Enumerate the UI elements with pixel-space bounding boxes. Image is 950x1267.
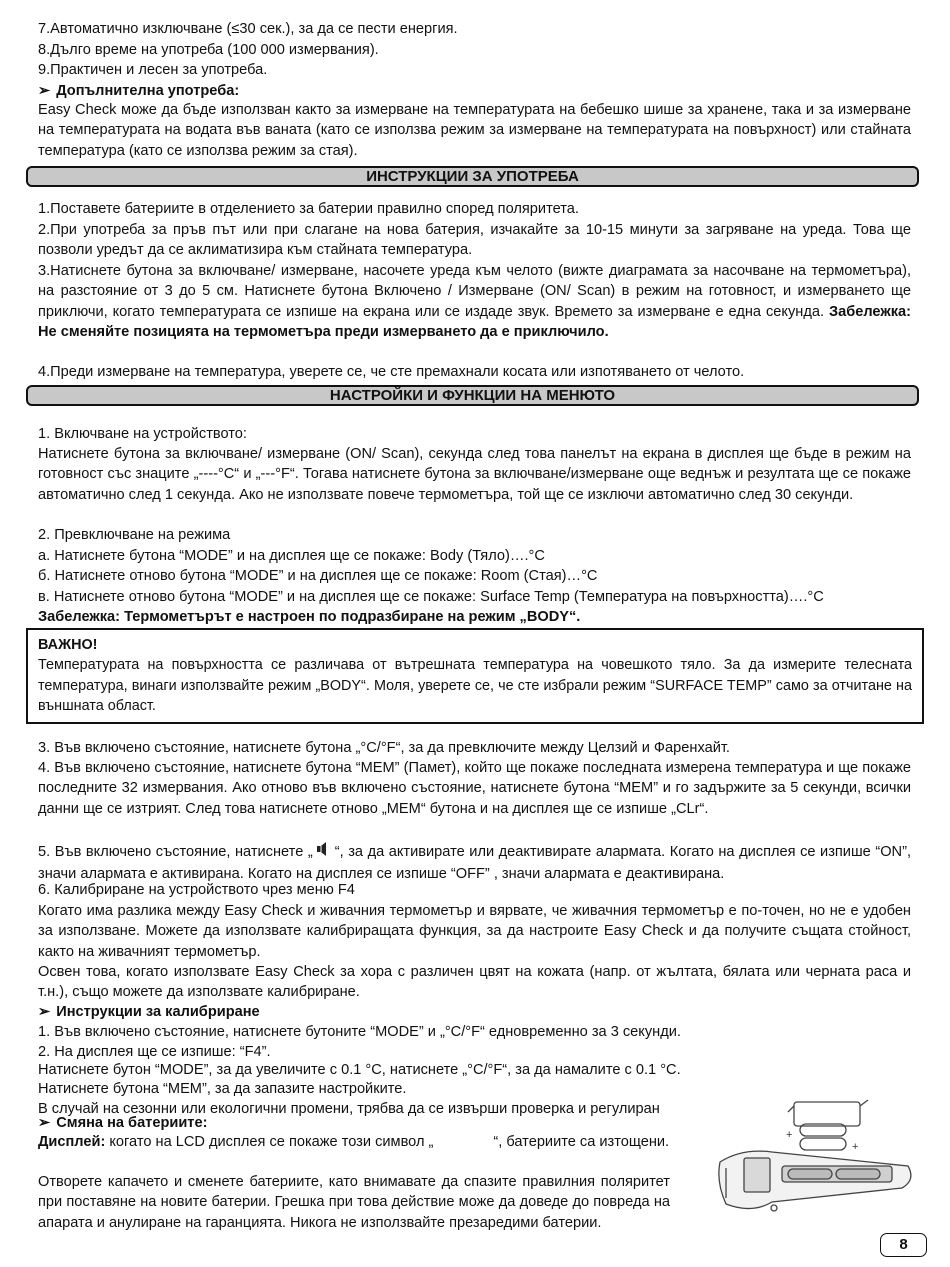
feature-line-7: 7.Автоматично изключване (≤30 сек.), за да се пести енергия. bbox=[38, 21, 458, 37]
instruction-4: 4.Преди измерване на температура, уверете се, че сте премахнали косата или изпотяването от челото. bbox=[38, 364, 745, 380]
settings-line-2: Натиснете бутона за включване/ измерване (ON/ Scan), секунда след това панелът на екрана в дисплея ще бъде в режим на готовност със знаците „----°C“ и „---°F“. Тогава натиснете бутона за включване/измерване още веднъж и резултата ще се покаже автоматично след 1 секунда. Ако не използвате повече термометъра, той ще се изключи автоматично след 30 секунди. bbox=[38, 446, 911, 503]
alarm-speaker-icon bbox=[313, 840, 335, 864]
battery-heading: ➢ Смяна на батериите: bbox=[38, 1115, 208, 1131]
instruction-3-note: Забележка: Не сменяйте позицията на термометъра преди измерването да е приключило. bbox=[38, 303, 911, 341]
instruction-2: 2.При употреба за пръв път или при слагане на нова батерия, изчакайте за 10-15 минути за загряване на уреда. Това ще позволи уредът да се аклиматизира към стайната температура. bbox=[38, 222, 911, 259]
extra-use-text: Easy Check може да бъде използван както за измерване на температурата на бебешко шише за хранене, така и за измерване на температурата на водата във ваната (като се използва режим за измерване на температурата на повърхност) или стайната температура (като се използва режим за стая). bbox=[38, 102, 911, 159]
bullet-arrow-icon: ➢ bbox=[38, 1004, 51, 1020]
calibration-step-1: 1. Във включено състояние, натиснете бутоните “MODE” и „°C/°F“ едновременно за 3 секунди. bbox=[38, 1024, 681, 1040]
important-text: Температурата на повърхността се различава от вътрешната температура на човешкото тяло. За да измерите телесната температура, винаги използвайте режим „BODY“. Моля, уверете се, че сте избрали режим “SURFACE TEMP” само за отчитане на външната област. bbox=[38, 657, 912, 715]
bullet-arrow-icon: ➢ bbox=[38, 1115, 51, 1131]
calibration-step-2: 2. На дисплея ще се изпише: “F4”. bbox=[38, 1044, 271, 1060]
section-bar-instructions: ИНСТРУКЦИИ ЗА УПОТРЕБА bbox=[26, 166, 919, 187]
function-line-7: Когато има разлика между Easy Check и живачния термометър и вярвате, че живачния термометър е по-точен, но не е удобен за използване. Можете да използвате калибриращата функция, за да настроите Easy Check и да получите същата стойност, както на живачният термометър. bbox=[38, 903, 911, 960]
important-box bbox=[26, 628, 924, 724]
calibration-step-5: В случай на сезонни или екологични промени, трябва да се извърши проверка и регулиран bbox=[38, 1101, 660, 1117]
default-mode-note: Забележка: Термометърът е настроен по подразбиране на режим „BODY“. bbox=[38, 609, 581, 625]
page-number: 8 bbox=[880, 1233, 927, 1257]
instruction-1: 1.Поставете батериите в отделението за батерии правилно според поляритета. bbox=[38, 201, 579, 217]
svg-text:+: + bbox=[786, 1129, 793, 1141]
mode-surface-line: в. Натиснете отново бутона “MODE” и на дисплея ще се покаже: Surface Temp (Температура на повърхността)….°C bbox=[38, 589, 824, 605]
thermometer-battery-illustration bbox=[712, 1092, 922, 1222]
calibration-step-3: Натиснете бутон “MODE”, за да увеличите с 0.1 °C, натиснете „°C/°F“, за да намалите с 0.1 °C. bbox=[38, 1062, 681, 1078]
function-line-6: 6. Калибриране на устройството чрез меню F4 bbox=[38, 882, 355, 898]
settings-line-1: 1. Включване на устройството: bbox=[38, 426, 247, 442]
instruction-3: 3.Натиснете бутона за включване/ измерване, насочете уреда към челото (вижте диаграмата за насочване на термометъра), на разстояние от 3 до 5 см. Натиснете бутона Включено / Измерване (ON/ Scan) в режим на готовност, и измерването ще приключи, когато температурата се изпише на екрана или се издаде звук. Времето за измерване е една секунда. Забележка: Не сменяйте позицията на термометъра преди измерването да е приключило. bbox=[38, 263, 911, 341]
section-bar-settings: НАСТРОЙКИ И ФУНКЦИИ НА МЕНЮТО bbox=[26, 385, 919, 406]
mode-body-line: a. Натиснете бутона “MODE” и на дисплея ще се покаже: Body (Тяло)….°C bbox=[38, 548, 545, 564]
mode-room-line: б. Натиснете отново бутона “MODE” и на дисплея ще се покаже: Room (Стая)…°C bbox=[38, 568, 598, 584]
feature-line-8: 8.Дълго време на употреба (100 000 измервания). bbox=[38, 42, 379, 58]
settings-line-3: 2. Превключване на режима bbox=[38, 527, 231, 543]
function-line-5: 5. Във включено състояние, натиснете „ “, за да активирате или деактивирате алармата. Когато на дисплея се изпише “ON”, значи алармата е активирана. Когато на дисплея се изпише “OFF” , значи алармата е деактивирана. bbox=[38, 840, 911, 885]
extra-use-heading: ➢ Допълнителна употреба: bbox=[38, 83, 240, 99]
battery-display-line: Дисплей: когато на LCD дисплея се покаже този символ „ “, батериите са изтощени. bbox=[38, 1134, 670, 1150]
important-title: ВАЖНО! bbox=[38, 637, 98, 653]
function-line-4: 4. Във включено състояние, натиснете бутона “MEM” (Памет), който ще покаже последната измерена температура и ще покаже последните 32 измервания. Ако отново във включено състояние, натиснете бутона “MEM” и го задържите за 5 секунди, всички данни ще се изтрият. След това натиснете отново „MEM“ бутона и на дисплея ще се изпише „CLr“. bbox=[38, 760, 911, 817]
calibration-step-4: Натиснете бутона “MEM”, за да запазите настройките. bbox=[38, 1081, 407, 1097]
function-line-8: Освен това, когато използвате Easy Check за хора с различен цвят на кожата (напр. от жълтата, бялата или черната раса и т.н.), също можете да използвате калибриране. bbox=[38, 964, 911, 1001]
function-line-3: 3. Във включено състояние, натиснете бутона „°C/°F“, за да превключите между Целзий и Фаренхайт. bbox=[38, 740, 730, 756]
calibration-heading: ➢ Инструкции за калибриране bbox=[38, 1004, 260, 1020]
feature-line-9: 9.Практичен и лесен за употреба. bbox=[38, 62, 268, 78]
battery-text: Отворете капачето и сменете батериите, като внимавате да спазите правилния поляритет при поставяне на новите батерии. Грешка при това действие може да доведе до повреда на апарата и анулиране на гаранцията. Никога не използвайте презаредими батерии. bbox=[38, 1174, 670, 1231]
bullet-arrow-icon: ➢ bbox=[38, 83, 51, 99]
svg-text:+: + bbox=[852, 1141, 859, 1153]
